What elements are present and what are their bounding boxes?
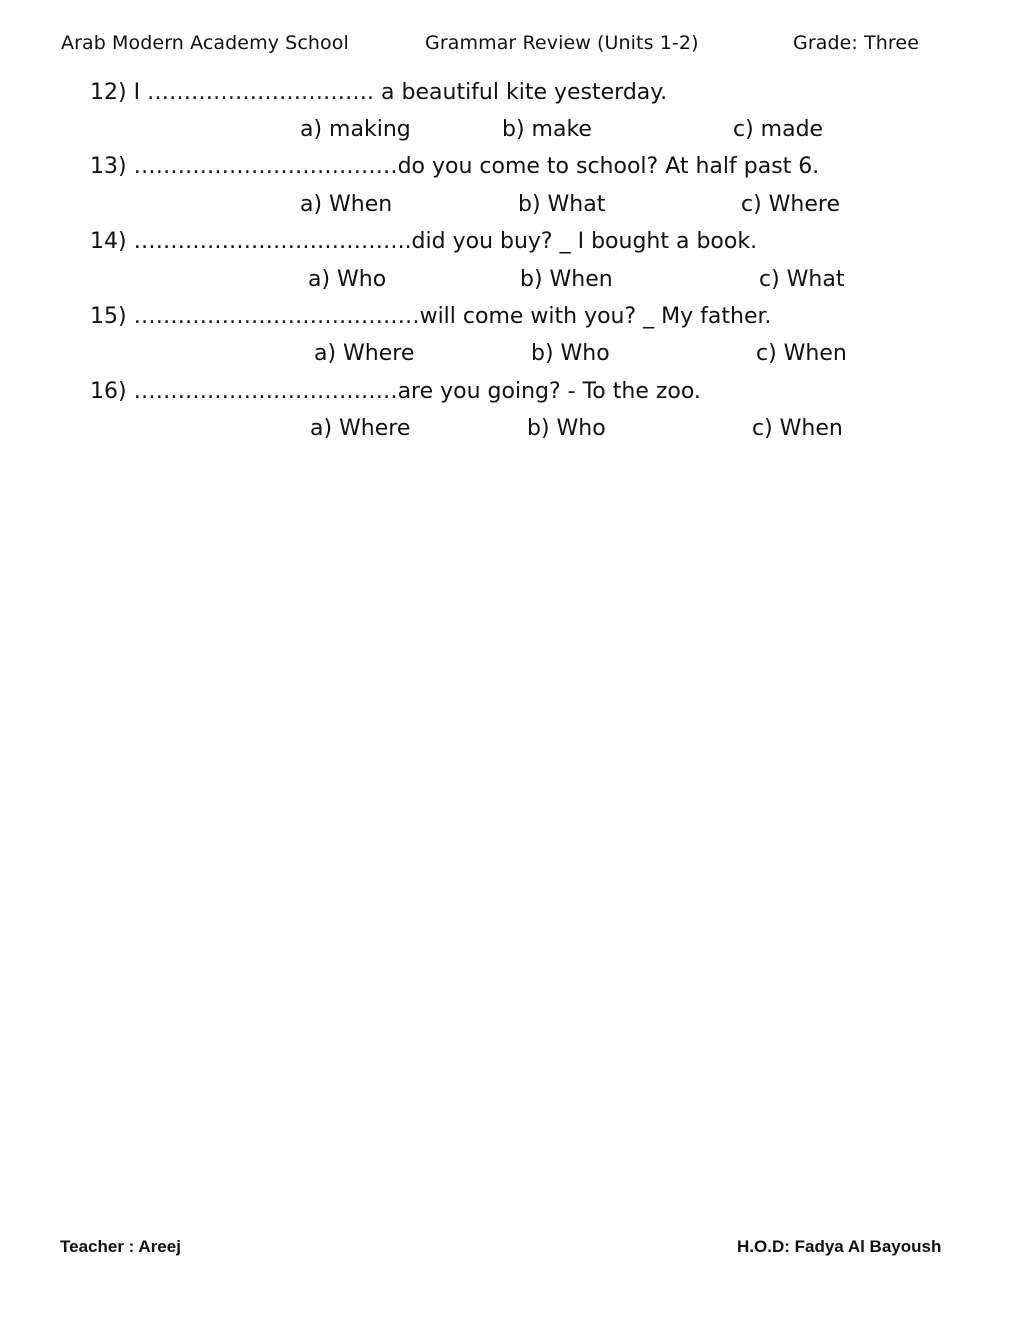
question-16-option-c: c) When [752, 416, 843, 441]
question-12-option-a: a) making [300, 117, 411, 142]
question-12-option-c: c) made [733, 117, 824, 142]
question-16: 16) ………………………………are you going? - To the zoo. [90, 379, 701, 404]
question-14: 14) ………………………………..did you buy? _ I bought a book. [90, 229, 758, 254]
question-13-option-a: a) When [300, 192, 393, 217]
grade-label: Grade: Three [793, 32, 919, 54]
question-14-option-c: c) What [759, 267, 845, 292]
question-14-option-b: b) When [520, 267, 613, 292]
hod-name: H.O.D: Fadya Al Bayoush [737, 1237, 942, 1256]
teacher-name: Teacher : Areej [60, 1237, 181, 1256]
worksheet-title: Grammar Review (Units 1-2) [425, 32, 699, 54]
question-13: 13) ………………………………do you come to school? At half past 6. [90, 154, 820, 179]
question-16-option-b: b) Who [527, 416, 606, 441]
school-name: Arab Modern Academy School [61, 32, 349, 54]
question-15-option-c: c) When [756, 341, 847, 366]
question-15: 15) …………………………………will come with you? _ My father. [90, 304, 772, 329]
question-13-option-c: c) Where [741, 192, 840, 217]
question-13-option-b: b) What [518, 192, 606, 217]
question-12-option-b: b) make [502, 117, 592, 142]
question-16-option-a: a) Where [310, 416, 411, 441]
question-12: 12) I …………………………. a beautiful kite yesterday. [90, 80, 668, 105]
question-15-option-a: a) Where [314, 341, 415, 366]
question-15-option-b: b) Who [531, 341, 610, 366]
question-14-option-a: a) Who [308, 267, 387, 292]
